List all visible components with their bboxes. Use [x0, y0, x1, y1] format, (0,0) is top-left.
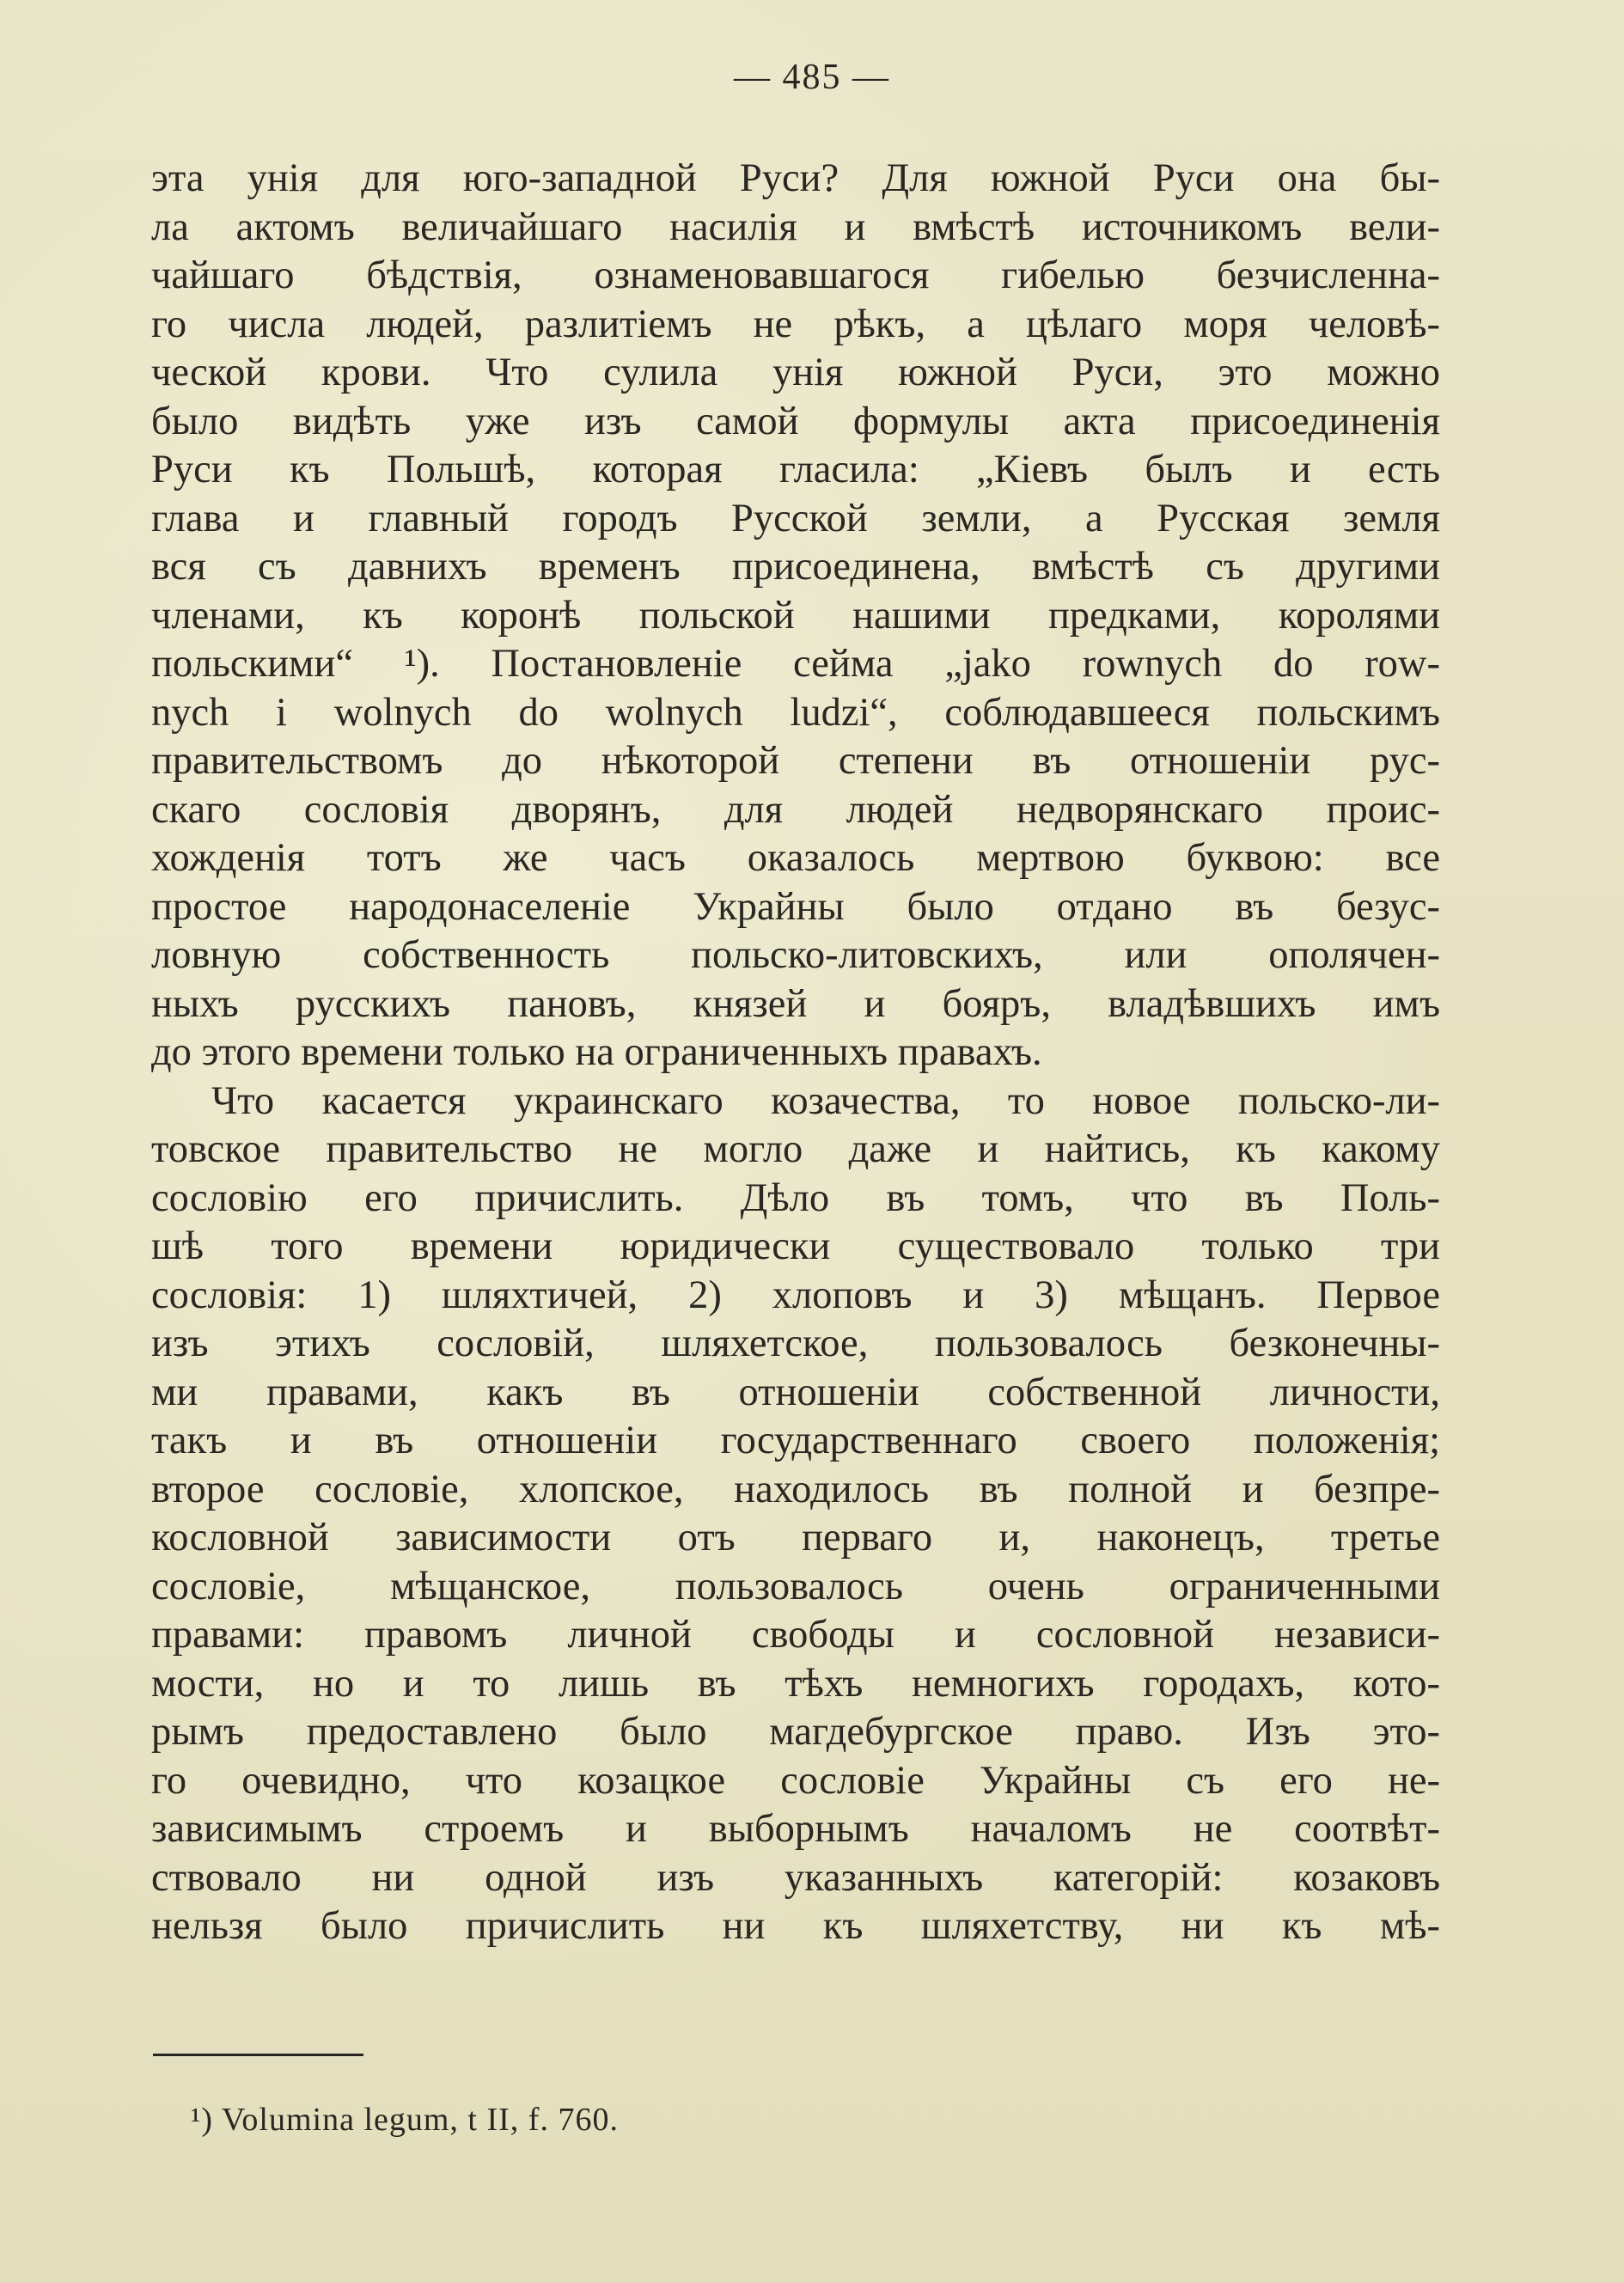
text-line: чайшаго бѣдствія, ознаменовавшагося гибелью безчисленна- — [151, 253, 1440, 297]
text-line: nych i wolnych do wolnych ludzi“, соблюдавшееся польскимъ — [151, 690, 1440, 735]
text-line: скаго сословія дворянъ, для людей недворянскаго проис- — [151, 787, 1440, 832]
text-line: простое народонаселеніе Украйны было отдано въ безус- — [151, 884, 1440, 929]
text-line: членами, къ коронѣ польской нашими предками, королями — [151, 593, 1440, 638]
paragraph-2 — [151, 1077, 1440, 1951]
text-line: ствовало ни одной изъ указанныхъ категорій: козаковъ — [151, 1855, 1440, 1900]
text-line: сословіе, мѣщанское, пользовалось очень ограниченными — [151, 1564, 1440, 1608]
paragraph-1 — [151, 155, 1440, 1077]
text-line: нельзя было причислить ни къ шляхетству, ни къ мѣ- — [151, 1904, 1440, 1948]
text-line: правами: правомъ личной свободы и сословной независи- — [151, 1613, 1440, 1657]
text-line: второе сословіе, хлопское, находилось въ полной и безпре- — [151, 1467, 1440, 1511]
text-line: мости, но и то лишь въ тѣхъ немногихъ городахъ, кото- — [151, 1661, 1440, 1706]
footnote: ¹) Volumina legum, t II, f. 760. — [191, 2102, 619, 2138]
text-line: рымъ предоставлено было магдебургское право. Изъ это- — [151, 1710, 1440, 1754]
text-line: зависимымъ строемъ и выборнымъ началомъ не соотвѣт- — [151, 1807, 1440, 1851]
text-line: ныхъ русскихъ пановъ, князей и бояръ, владѣвшихъ имъ — [151, 981, 1440, 1026]
text-line: Руси къ Польшѣ, которая гласила: „Кіевъ былъ и есть — [151, 448, 1440, 491]
text-line: товское правительство не могло даже и найтись, къ какому — [151, 1127, 1440, 1171]
text-line: го числа людей, разлитіемъ не рѣкъ, а цѣлаго моря человѣ- — [151, 302, 1440, 346]
text-line: правительствомъ до нѣкоторой степени въ отношеніи рус- — [151, 739, 1440, 783]
text-line: польскими“ ¹). Постановленіе сейма „jako rownych do row- — [151, 642, 1440, 686]
text-line: го очевидно, что козацкое сословіе Украйны съ его не- — [151, 1758, 1440, 1803]
body-text — [151, 155, 1440, 1951]
page-number: — 485 — — [734, 58, 890, 97]
text-line: было видѣть уже изъ самой формулы акта присоединенія — [151, 399, 1440, 443]
text-line: ми правами, какъ въ отношеніи собственной личности, — [151, 1370, 1440, 1414]
text-line: шѣ того времени юридически существовало только три — [151, 1224, 1440, 1268]
text-line: эта унія для юго-западной Руси? Для южной Руси она бы- — [151, 156, 1440, 200]
text-line: ловную собственность польско-литовскихъ, или ополячен- — [151, 933, 1440, 977]
text-line: глава и главный городъ Русской земли, а Русская земля — [151, 496, 1440, 540]
text-line: сословію его причислить. Дѣло въ томъ, что въ Поль- — [151, 1175, 1440, 1220]
text-line: вся съ давнихъ временъ присоединена, вмѣстѣ съ другими — [151, 545, 1440, 589]
text-line: до этого времени только на ограниченныхъ правахъ. — [151, 1030, 1042, 1074]
text-line: ческой крови. Что сулила унія южной Руси, это можно — [151, 351, 1440, 394]
text-line: ла актомъ величайшаго насилія и вмѣстѣ источникомъ вели- — [151, 204, 1440, 249]
text-line: кословной зависимости отъ перваго и, наконецъ, третье — [151, 1516, 1440, 1560]
text-line: сословія: 1) шляхтичей, 2) хлоповъ и 3) мѣщанъ. Первое — [151, 1273, 1440, 1317]
footnote-divider — [153, 2054, 363, 2056]
text-line: такъ и въ отношеніи государственнаго своего положенія; — [151, 1419, 1440, 1462]
text-line: изъ этихъ сословій, шляхетское, пользовалось безконечны- — [151, 1322, 1440, 1365]
text-line: Что касается украинскаго козачества, то новое польско-ли- — [211, 1078, 1440, 1123]
text-line: хожденія тотъ же часъ оказалось мертвою буквою: все — [151, 836, 1440, 880]
